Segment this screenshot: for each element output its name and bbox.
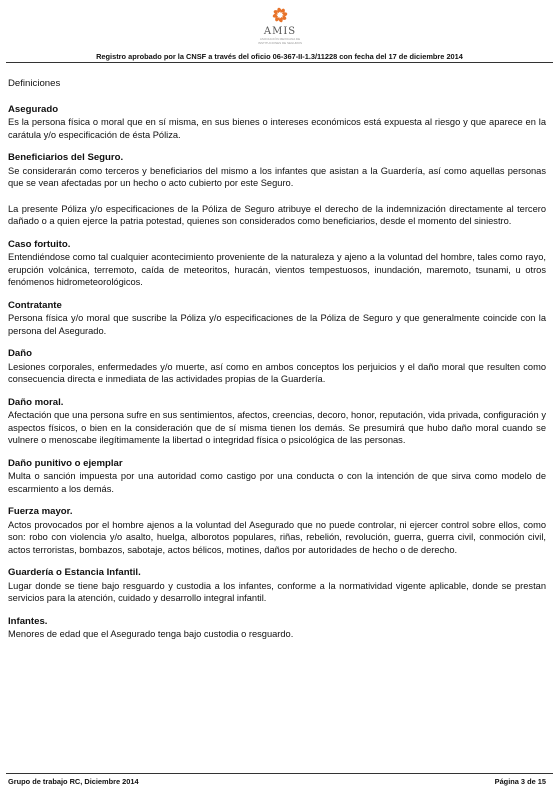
logo-subtext: ASOCIACIÓN MEXICANA DE INSTITUCIONES DE SEGUROS (257, 37, 302, 45)
amis-logo-icon (269, 4, 291, 26)
document-body (8, 78, 546, 652)
section-paragraph: La presente Póliza y/o especificaciones de la Póliza de Seguro atribuye el derecho de la indemnización directamente al tercero dañado o a quien ejerce la patria potestad, quienes son considerados como beneficiarios, desde el momento del siniestro. (8, 203, 546, 226)
section-infantes (8, 616, 546, 641)
section-paragraph: Afectación que una persona sufre en sus sentimientos, afectos, creencias, decoro, honor, reputación, vida privada, configuración y aspectos físicos, o bien en la consideración que de sí misma tienen los demás. Se presumirá que hubo daño moral cuando se vulnere o menoscabe ilegítimamente la libertad o integridad física o psicológica de las personas. (8, 410, 546, 445)
section-title: Infantes. (8, 615, 48, 627)
section-contratante (8, 300, 546, 338)
section-title: Asegurado (8, 103, 59, 115)
section-paragraph: Lugar donde se tiene bajo resguardo y custodia a los infantes, conforme a la normatividad vigente aplicable, donde se prestan servicios para la atención, cuidado y desarrollo integral infantil. (8, 580, 546, 603)
section-title: Beneficiarios del Seguro. (8, 152, 124, 163)
main-heading: Definiciones (8, 78, 61, 89)
section-guarderia (8, 567, 546, 605)
section-title: Caso fortuito. (8, 238, 71, 250)
section-beneficiarios (8, 152, 546, 228)
footer-group: Grupo de trabajo RC, Diciembre 2014 (8, 777, 139, 786)
amis-logo (250, 4, 310, 50)
section-paragraph: Menores de edad que el Asegurado tenga bajo custodia o resguardo. (8, 629, 294, 639)
section-paragraph: Es la persona física o moral que en sí misma, en sus bienes o intereses económicos está expuesta al riesgo y que aparece en la carátula y/o especificación de ésta Póliza. (8, 117, 546, 140)
section-paragraph: Se considerarán como terceros y beneficiarios del mismo a los infantes que asistan a la Guardería, así como aquellas personas que se vean afectadas por un hecho o acto cubierto por este Seguro. (8, 165, 546, 188)
footer-divider (6, 773, 553, 774)
section-title: Daño punitivo o ejemplar (8, 457, 123, 469)
section-title: Guardería o Estancia Infantil. (8, 567, 141, 578)
header-divider (6, 62, 553, 63)
logo-text: AMIS (263, 26, 297, 37)
section-title: Daño (8, 348, 32, 359)
section-title: Contratante (8, 299, 62, 311)
section-asegurado (8, 104, 546, 142)
section-caso-fortuito (8, 239, 546, 289)
section-title: Fuerza mayor. (8, 506, 73, 517)
page-number: Página 3 de 15 (494, 777, 546, 786)
section-paragraph: Entendiéndose como tal cualquier acontecimiento proveniente de la naturaleza y ajeno a la voluntad del hombre, tales como rayo, erupción volcánica, terremoto, caída de meteoritos, huracán, vientos tempestuosos, inundación, maremoto, tsunami, u otros fenómenos hidrometeorológicos. (8, 252, 546, 287)
section-paragraph: Persona física y/o moral que suscribe la Póliza y/o especificaciones de la Póliza de Seguro y que generalmente coincide con la persona del Asegurado. (8, 313, 546, 336)
section-fuerza-mayor (8, 506, 546, 556)
registro-line: Registro aprobado por la CNSF a través del oficio 06-367-II-1.3/11228 con fecha del 17 de diciembre 2014 (96, 52, 463, 61)
section-paragraph: Lesiones corporales, enfermedades y/o muerte, así como en ambos conceptos los perjuicios y el daño moral que resulten como consecuencia directa e inmediata de las actividades propias de la Guardería. (8, 361, 546, 384)
section-dano-moral (8, 397, 546, 447)
section-paragraph: Multa o sanción impuesta por una autoridad como castigo por una conducta o con la intención de que sirva como modelo de escarmiento a los demás. (8, 471, 546, 494)
section-dano-punitivo (8, 458, 546, 496)
section-paragraph: Actos provocados por el hombre ajenos a la voluntad del Asegurado que no puede controlar, ni ejercer control sobre ellos, como son: robo con violencia y/o asalto, huelga, alborotos populares, riñas, rebelión, revolución, guerra, guerra civil, conmoción civil, actos terroristas, bombazos, sabotaje, actos bélicos, motines, daños por autoridades de hecho o de derecho. (8, 519, 546, 555)
section-dano (8, 348, 546, 386)
section-title: Daño moral. (8, 396, 64, 408)
